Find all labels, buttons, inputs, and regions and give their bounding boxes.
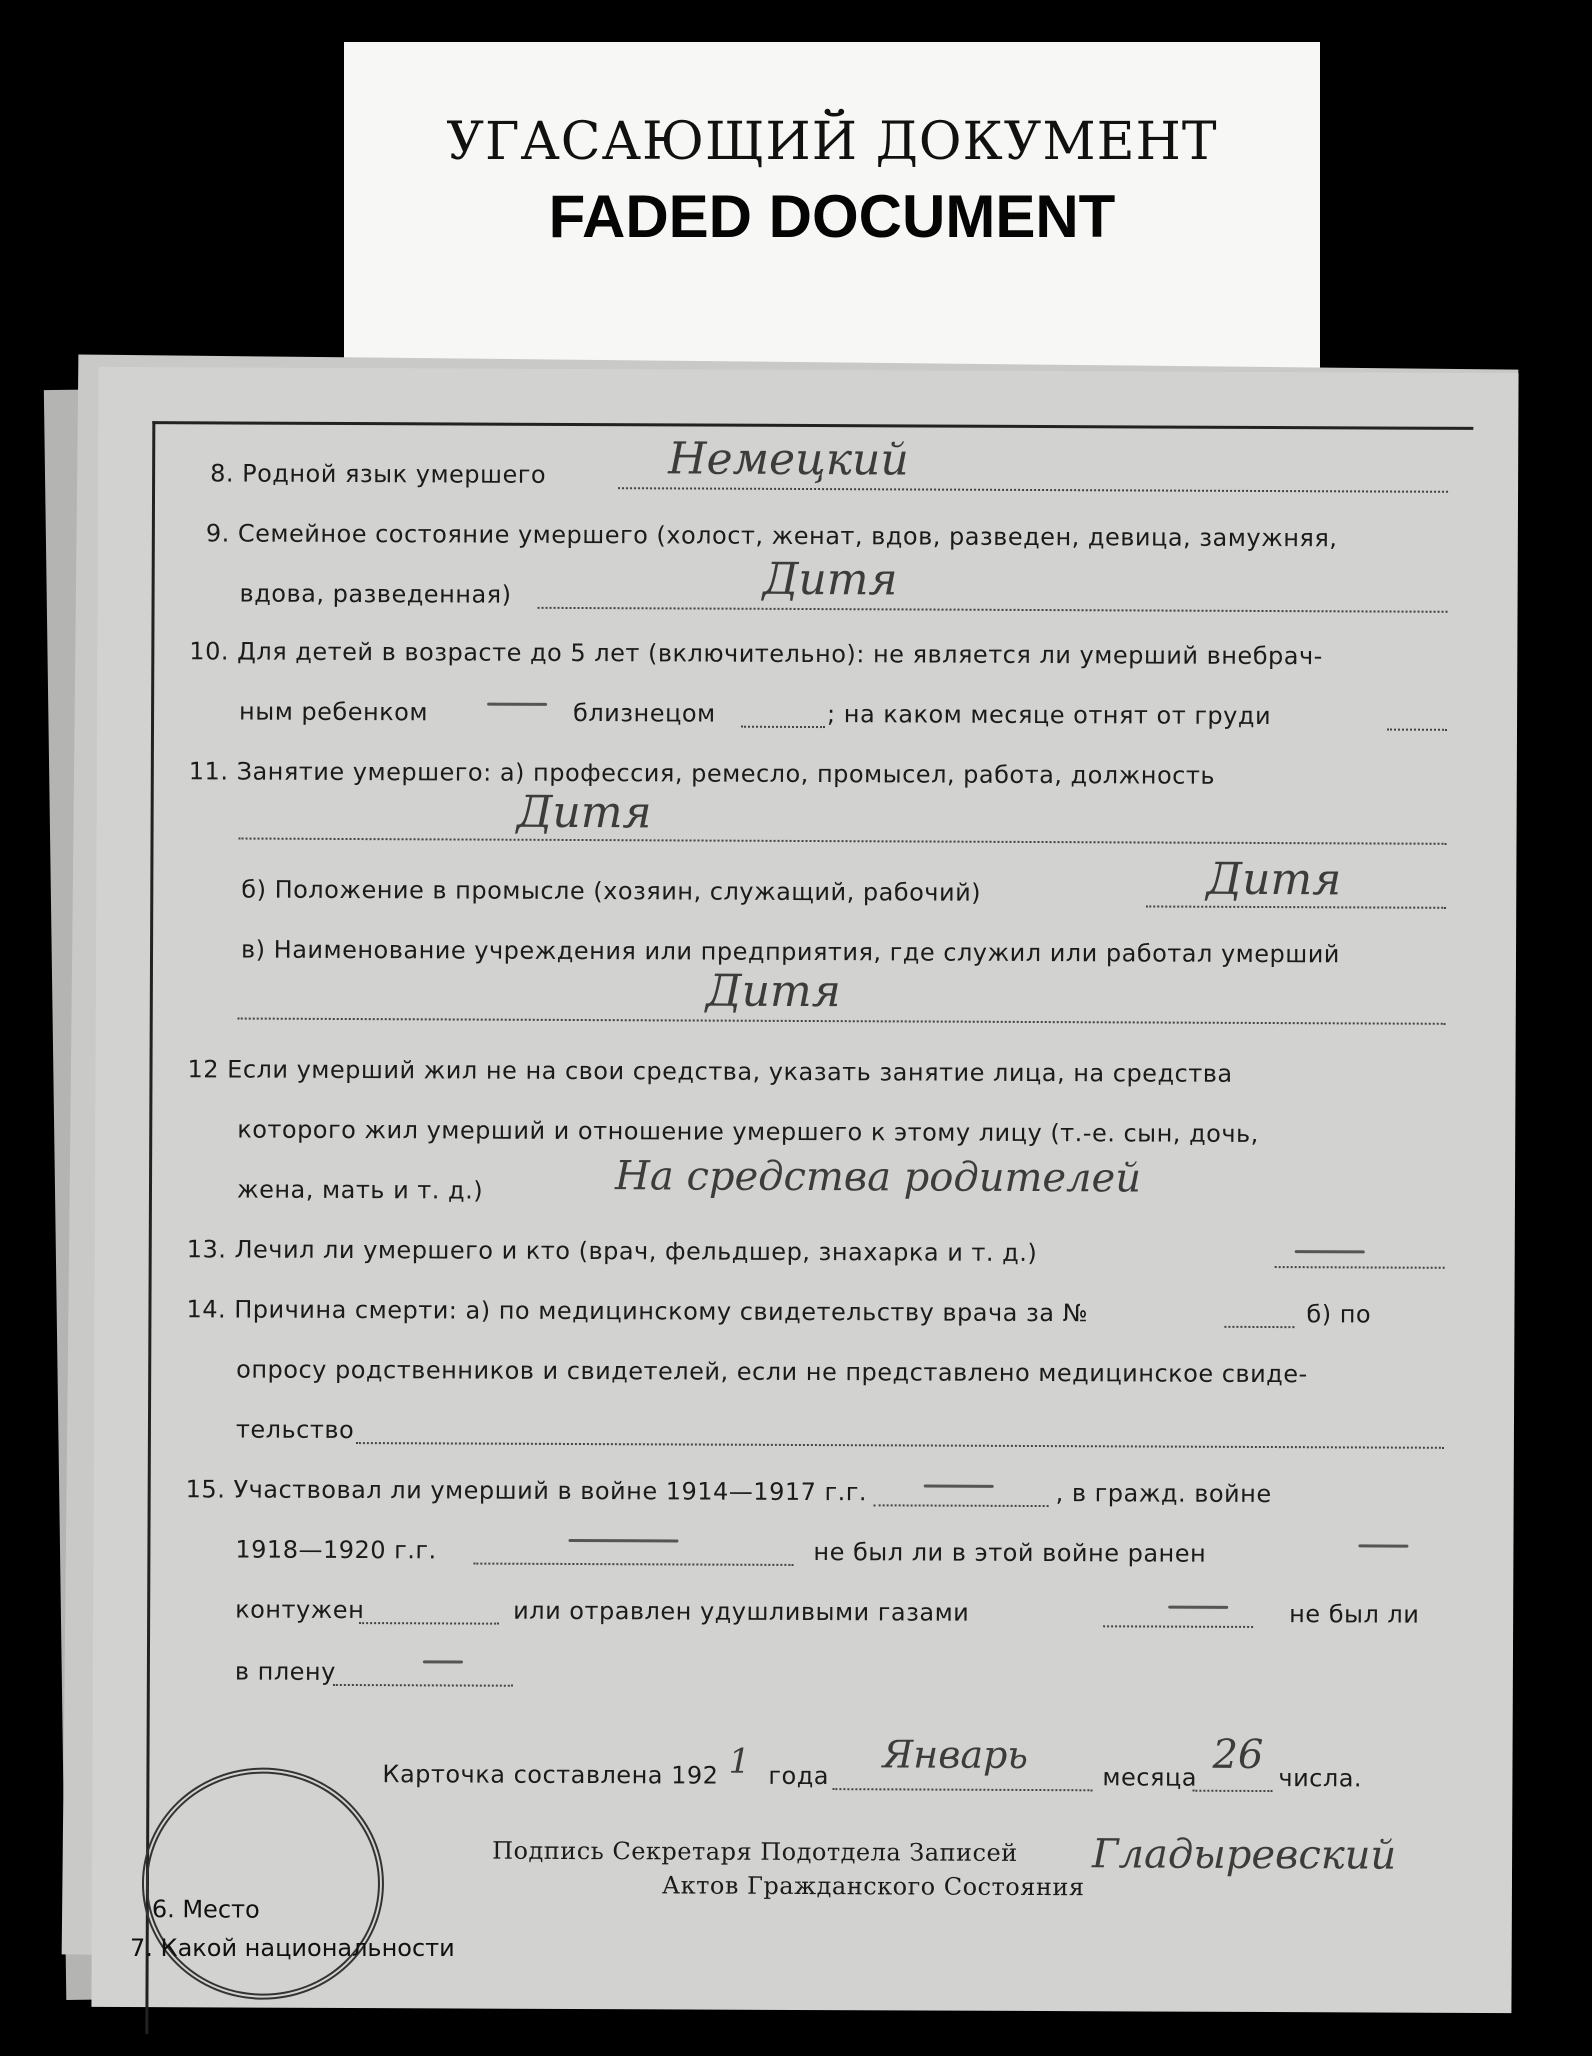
q14-label-line3: тельство [235, 1415, 355, 1445]
q15-dash-captivity [423, 1660, 463, 1663]
q11-label-c: в) Наименование учреждения или предприятия, где служил или работал умерший [240, 935, 1341, 969]
q15-label-line1b: , в гражд. войне [1055, 1479, 1272, 1509]
banner-title-ru: УГАСАЮЩИЙ ДОКУМЕНТ [446, 112, 1218, 172]
card-month-answer: Январь [882, 1732, 1029, 1777]
official-stamp [141, 1767, 384, 2000]
banner-title-en: FADED DOCUMENT [548, 183, 1116, 250]
card-year-label: года [768, 1761, 830, 1791]
q11-answer-c: Дитя [705, 965, 841, 1018]
q15-label-line4: в плену [234, 1657, 336, 1686]
q10-label-line2c: ; на каком месяце отнят от груди [827, 700, 1272, 731]
q11-answer-b: Дитя [1206, 853, 1342, 906]
card-day-line [1192, 1790, 1272, 1792]
q8-answer: Немецкий [668, 433, 909, 486]
signature-label-line1: Подпись Секретаря Подотдела Записей [492, 1836, 1018, 1867]
card-year-digit: 1 [728, 1741, 751, 1782]
q15-label-line2a: 1918—1920 г.г. [235, 1535, 437, 1565]
card-month-label: месяца [1102, 1763, 1198, 1792]
q15-dash-wounded [1358, 1544, 1408, 1547]
q14-label-line2: опросу родственников и свидетелей, если не представлено медицинское свиде- [236, 1355, 1308, 1389]
q12-label-line1: 12 Если умерший жил не на свои средства, указать занятие лица, на средства [187, 1055, 1233, 1088]
q9-label-line1: 9. Семейное состояние умершего (холост, женат, вдов, разведен, девица, замужняя, [205, 519, 1338, 553]
q10-line-twin [741, 726, 825, 728]
q15-dash-gas [1168, 1606, 1228, 1609]
q10-line-weaning [1387, 729, 1447, 731]
q10-dash-1 [487, 703, 547, 706]
card-label: Карточка составлена 192 [382, 1760, 719, 1790]
q11-label-b: б) Положение в промысле (хозяин, служащий, рабочий) [241, 875, 982, 907]
signature-answer: Гладыревский [1092, 1831, 1397, 1879]
q13-dash [1295, 1250, 1365, 1253]
q15-label-line3a: контужен [235, 1595, 365, 1625]
q15-dash-1918 [568, 1539, 678, 1542]
q11-label-line1: 11. Занятие умершего: а) профессия, ремесло, промысел, работа, должность [188, 757, 1216, 790]
q13-label: 13. Лечил ли умершего и кто (врач, фельдшер, знахарка и т. д.) [186, 1235, 1038, 1268]
q11-answer-a: Дитя [516, 786, 652, 839]
q12-label-line2: которого жил умерший и отношение умершего к этому лицу (т.-е. сын, дочь, [237, 1115, 1259, 1148]
q14-label-line1b: б) по [1306, 1300, 1372, 1329]
q12-label-line3: жена, мать и т. д.) [236, 1175, 484, 1205]
faded-document-banner [344, 42, 1320, 372]
q10-label-line1: 10. Для детей в возрасте до 5 лет (включительно): не является ли умерший внебрач- [189, 637, 1323, 671]
signature-label-line2: Актов Гражданского Состояния [661, 1871, 1085, 1902]
q12-answer: На средства родителей [614, 1153, 1142, 1202]
underlying-nationality-label: 7. Какой национальности [130, 1934, 455, 1962]
death-record-card [91, 367, 1518, 2013]
card-day-label: числа. [1278, 1764, 1363, 1793]
q15-label-line3b: или отравлен удушливыми газами [513, 1596, 970, 1627]
q15-label-line3c: не был ли [1289, 1600, 1420, 1629]
q15-dash-1914 [924, 1485, 994, 1488]
q8-label: 8. Родной язык умершего [210, 459, 547, 489]
q10-label-line2b: близнецом [573, 698, 716, 728]
card-day-answer: 26 [1212, 1731, 1264, 1779]
q9-answer: Дитя [762, 553, 898, 606]
q14-label-line1: 14. Причина смерти: а) по медицинскому свидетельству врача за № [186, 1295, 1089, 1328]
underlying-place-label: 6. Место [151, 1895, 260, 1924]
q15-label-line1a: 15. Участвовал ли умерший в войне 1914—1917 г.г. [185, 1475, 868, 1507]
q9-label-line2: вдова, разведенная) [239, 579, 512, 609]
q10-label-line2a: ным ребенком [239, 697, 429, 727]
q14-line-no [1224, 1326, 1294, 1328]
q15-label-line2b: не был ли в этой войне ранен [813, 1538, 1207, 1568]
